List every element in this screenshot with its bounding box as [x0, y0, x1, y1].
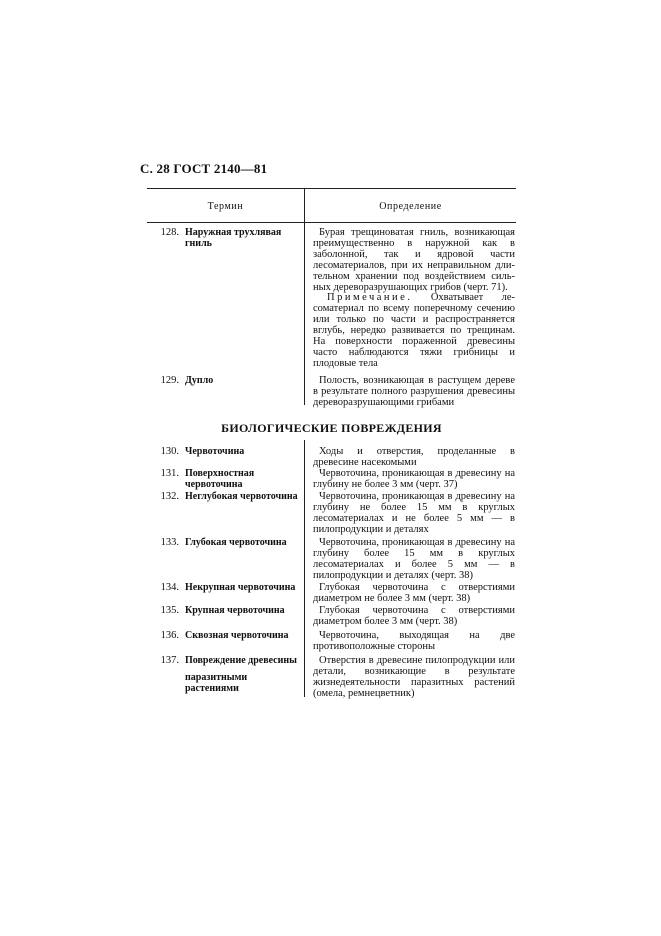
entry-term: Дупло [185, 375, 214, 386]
entry-definition: Ходы и отверстия, проделанные в древесине насекомыми [313, 446, 515, 468]
entry-definition: Глубокая червоточина с отверстиями диаметром не более 3 мм (черт. 38) [313, 582, 515, 604]
entry-number: 135. [160, 605, 179, 616]
entry-definition: Полость, возникающая в растущем дереве в результате полного разрушения древесины дереворазрушающими грибами [313, 375, 515, 408]
page-header: С. 28 ГОСТ 2140—81 [140, 161, 268, 176]
column-header-definition: Определение [379, 201, 442, 212]
entry-number: 133. [160, 537, 179, 548]
entry-term: Некрупная червоточина [185, 582, 296, 593]
entry-term: Крупная червоточина [185, 605, 285, 616]
entry-definition: Глубокая червоточина с отверстиями диаметром более 3 мм (черт. 38) [313, 605, 515, 627]
entry-term: Глубокая червоточина [185, 537, 287, 548]
section-title: БИОЛОГИЧЕСКИЕ ПОВРЕЖДЕНИЯ [221, 421, 442, 435]
entry-number: 136. [160, 630, 179, 641]
entry-definition: Отверстия в древесине пилопродукции или детали, возникающие в результате жизнедеятельности паразитных растений (омела, ремнецветник) [313, 655, 515, 699]
entry-definition: Червоточина, проникающая в древесину на глубину не более 15 мм в круглых лесоматериалах и не более 5 мм — в пилопродукции и деталях [313, 491, 515, 535]
entry-note [313, 292, 515, 369]
header-divider [304, 188, 305, 222]
entry-definition: Червоточина, выходящая на две противоположные стороны [313, 630, 515, 652]
entry-number: 129. [160, 375, 179, 386]
entry-definition: Червоточина, проникающая в древесину на глубину более 15 мм в круглых лесоматериалах и более 5 мм — в пилопродукции и деталях (черт. 38) [313, 537, 515, 581]
entry-term: Неглубокая червоточина [185, 491, 298, 502]
note-text: Охватывает лесоматериал по всему поперечному сечению или только по части и распространяется вглубь, нередко развивается по трещинам. На поверхности пораженной древесины часто наблюдаются тяжи грибницы и плодовые тела [313, 292, 515, 369]
entry-term: Поверхностная червоточина [185, 468, 255, 490]
column-divider-bottom [304, 440, 305, 697]
table-top-rule [147, 188, 516, 189]
column-header-term: Термин [207, 201, 244, 212]
note-label: Примечание. [327, 292, 413, 303]
entry-number: 137. [160, 655, 179, 666]
entry-definition: Червоточина, проникающая в древесину на глубину не более 3 мм (черт. 37) [313, 468, 515, 490]
entry-term: Повреждение древесины [185, 655, 297, 666]
entry-term: Червоточина [185, 446, 245, 457]
column-divider-top [304, 222, 305, 405]
entry-number: 131. [160, 468, 179, 479]
entry-term-continuation: паразитными растениями [185, 672, 248, 694]
entry-number: 132. [160, 491, 179, 502]
entry-number: 128. [160, 227, 179, 238]
entry-number: 130. [160, 446, 179, 457]
entry-term: Сквозная червоточина [185, 630, 289, 641]
entry-number: 134. [160, 582, 179, 593]
entry-term: Наружная трухлявая гниль [185, 227, 282, 249]
entry-definition: Бурая трещиноватая гниль, возникающая преимущественно в наружной как в заболонной, так и ядровой части лесоматериалов, при их неправильном длительном хранении под воздействием сильных дереворазрушающих грибов (черт. 71). [313, 227, 515, 293]
table-header-rule [147, 222, 516, 223]
